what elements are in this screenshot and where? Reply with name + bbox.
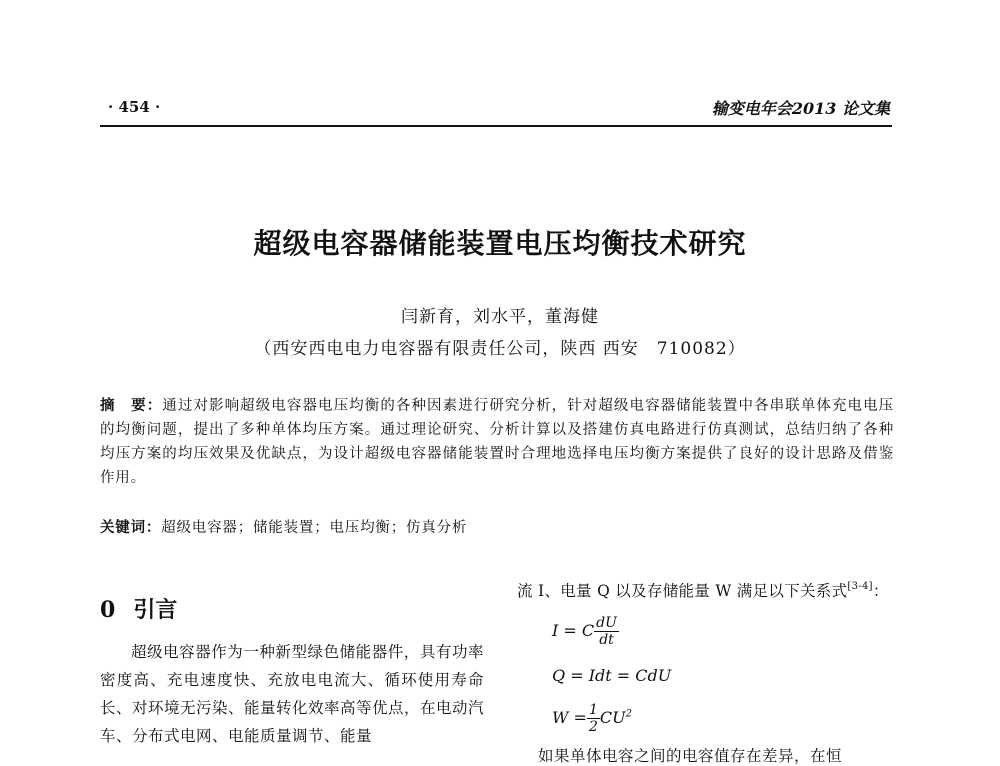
eq3-rhs: CU bbox=[599, 708, 626, 727]
paper-title: 超级电容器储能装置电压均衡技术研究 bbox=[253, 227, 747, 260]
equation-energy bbox=[552, 702, 632, 735]
section-heading bbox=[100, 593, 177, 624]
left-column bbox=[100, 638, 484, 750]
intro-paragraph: 超级电容器作为一种新型绿色储能器件，具有功率密度高、充电速度快、充放电电流大、循环使用寿命长、对环境无污染、能量转化效率高等优点，在电动汽车、分布式电网、电能质量调节、能量 bbox=[100, 643, 485, 745]
keywords bbox=[100, 516, 894, 537]
eq3-numerator: 1 bbox=[588, 702, 598, 718]
page-number: · 454 · bbox=[108, 98, 161, 116]
affiliation: （西安西电电力电容器有限责任公司，陕西 西安 710082） bbox=[254, 339, 746, 359]
eq3-lhs: W = bbox=[552, 708, 587, 727]
abstract-label: 摘 要： bbox=[100, 397, 163, 414]
abstract-text: 通过对影响超级电容器电压均衡的各种因素进行研究分析，针对超级电容器储能装置中各串联单体充电电压的均衡问题，提出了多种单体均压方案。通过理论研究、分析计算以及搭建仿真电路进行仿真测试，总结归纳了各种均压方案的均压效果及优缺点，为设计超级电容器储能装置时合理地选择电压均衡方案提供了良好的设计思路及借鉴作用。 bbox=[100, 398, 894, 486]
intro-text: 流 I、电量 Q 以及存储能量 W 满足以下关系式 bbox=[517, 582, 848, 600]
right-column-intro bbox=[517, 579, 897, 601]
equation-current bbox=[552, 615, 619, 648]
eq3-fraction bbox=[587, 702, 600, 735]
keywords-label: 关键词： bbox=[100, 519, 162, 536]
intro-end: ： bbox=[872, 582, 889, 600]
eq3-denominator: 2 bbox=[588, 719, 598, 735]
keywords-text: 超级电容器；储能装置；电压均衡；仿真分析 bbox=[161, 520, 468, 536]
header-rule bbox=[100, 125, 892, 127]
eq3-exponent: 2 bbox=[625, 708, 632, 720]
journal-title: 输变电年会2013 论文集 bbox=[711, 99, 890, 118]
authors: 闫新育，刘水平，董海健 bbox=[401, 307, 599, 327]
section-title: 引言 bbox=[133, 597, 178, 623]
eq1-numerator: dU bbox=[596, 615, 617, 631]
eq1-fraction bbox=[594, 615, 619, 648]
section-number: 0 bbox=[100, 597, 116, 623]
equation-charge: Q = Idt = CdU bbox=[552, 666, 672, 685]
abstract bbox=[100, 394, 894, 490]
right-column-continuation: 如果单体电容之间的电容值存在差异，在恒 bbox=[538, 747, 843, 765]
citation: [3-4] bbox=[847, 581, 873, 592]
eq1-lhs: I = C bbox=[552, 621, 595, 640]
eq1-denominator: dt bbox=[599, 632, 614, 648]
